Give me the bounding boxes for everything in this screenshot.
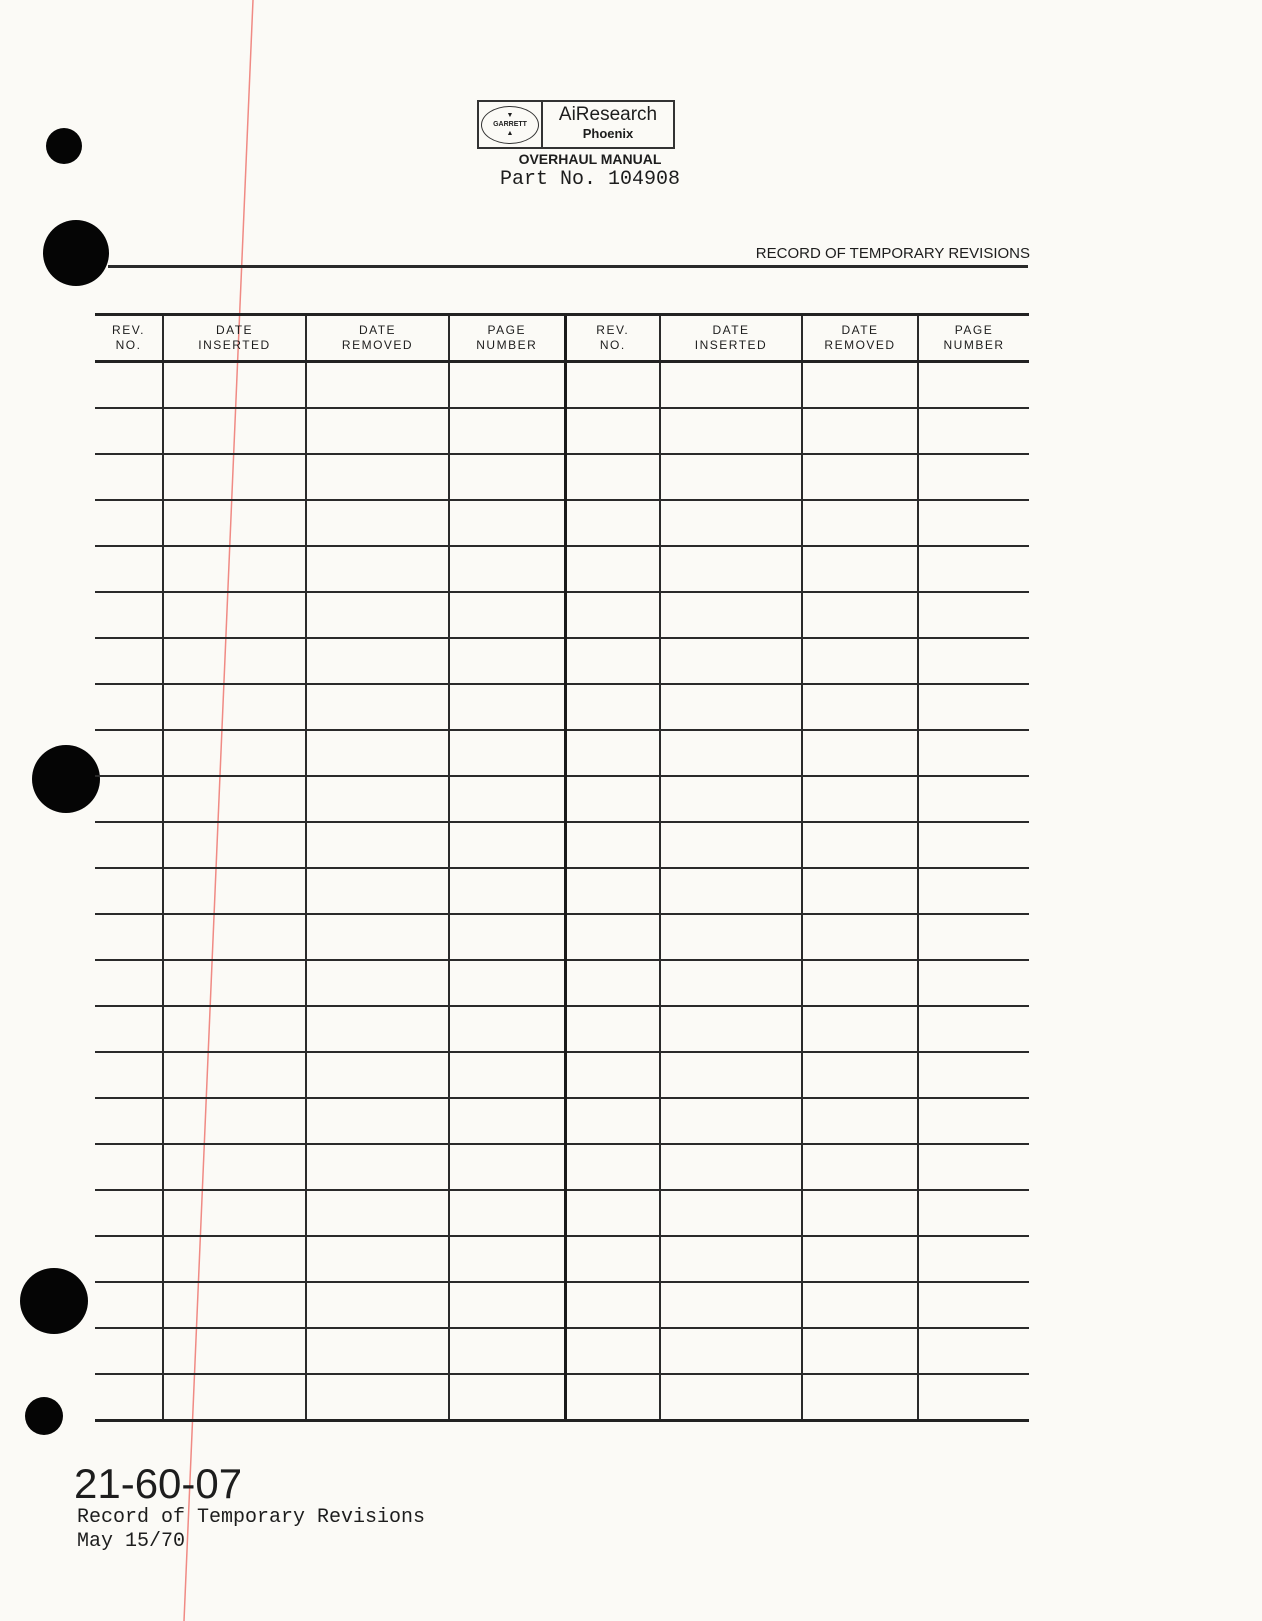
brand-location: Phoenix <box>582 126 634 141</box>
garrett-airesearch-logo <box>477 100 675 149</box>
table-cell <box>449 776 565 822</box>
chapter-code: 21-60-07 <box>74 1460 243 1507</box>
table-cell <box>306 960 449 1006</box>
table-row <box>95 1144 1029 1190</box>
table-cell <box>95 1144 163 1190</box>
table-cell <box>306 408 449 454</box>
table-cell <box>802 1236 918 1282</box>
table-cell <box>565 592 660 638</box>
table-cell <box>306 776 449 822</box>
table-cell <box>95 1374 163 1421</box>
table-cell <box>449 362 565 409</box>
table-cell <box>660 822 802 868</box>
table-cell <box>660 914 802 960</box>
table-cell <box>918 1236 1029 1282</box>
table-cell <box>802 408 918 454</box>
table-cell <box>306 868 449 914</box>
table-cell <box>802 546 918 592</box>
table-cell <box>565 546 660 592</box>
table-cell <box>163 408 306 454</box>
table-cell <box>918 960 1029 1006</box>
table-cell <box>306 684 449 730</box>
table-cell <box>95 1006 163 1052</box>
table-cell <box>918 914 1029 960</box>
table-row <box>95 1328 1029 1374</box>
table-cell <box>449 454 565 500</box>
table-cell <box>918 1282 1029 1328</box>
table-cell <box>95 960 163 1006</box>
table-cell <box>802 730 918 776</box>
footer-page-title: Record of Temporary Revisions <box>77 1506 426 1529</box>
table-cell <box>660 1098 802 1144</box>
table-cell <box>449 960 565 1006</box>
table-row <box>95 868 1029 914</box>
table-cell <box>660 1144 802 1190</box>
column-header-line: PAGE <box>954 323 994 337</box>
table-cell <box>565 1282 660 1328</box>
table-cell <box>163 592 306 638</box>
table-cell <box>565 1052 660 1098</box>
table-row <box>95 776 1029 822</box>
table-cell <box>95 684 163 730</box>
table-cell <box>565 730 660 776</box>
table-cell <box>918 362 1029 409</box>
table-cell <box>565 500 660 546</box>
table-cell <box>163 1328 306 1374</box>
table-cell <box>163 362 306 409</box>
table-row <box>95 1052 1029 1098</box>
table-cell <box>660 638 802 684</box>
table-cell <box>802 960 918 1006</box>
table-cell <box>565 914 660 960</box>
table-cell <box>660 1282 802 1328</box>
column-header-line: NO. <box>599 338 626 352</box>
table-cell <box>95 914 163 960</box>
table-cell <box>306 1374 449 1421</box>
table-cell <box>918 822 1029 868</box>
table-row <box>95 914 1029 960</box>
table-cell <box>449 1190 565 1236</box>
table-cell <box>802 1052 918 1098</box>
table-cell <box>918 684 1029 730</box>
column-header <box>660 315 802 362</box>
table-cell <box>163 868 306 914</box>
table-cell <box>306 1236 449 1282</box>
column-header-line: DATE <box>841 323 879 337</box>
table-cell <box>660 454 802 500</box>
column-header-line: REMOVED <box>824 338 896 352</box>
table-cell <box>163 730 306 776</box>
table-cell <box>918 500 1029 546</box>
table-cell <box>565 1098 660 1144</box>
table-cell <box>565 822 660 868</box>
table-cell <box>660 362 802 409</box>
table-cell <box>306 1006 449 1052</box>
table-row <box>95 960 1029 1006</box>
table-cell <box>660 960 802 1006</box>
table-cell <box>565 454 660 500</box>
table-cell <box>306 454 449 500</box>
table-cell <box>802 592 918 638</box>
table-cell <box>449 1098 565 1144</box>
table-cell <box>163 1282 306 1328</box>
column-header-line: REV. <box>596 323 630 337</box>
column-header-line: INSERTED <box>694 338 768 352</box>
column-header-line: DATE <box>358 323 397 337</box>
table-cell <box>449 684 565 730</box>
column-header-line: DATE <box>712 323 750 337</box>
table-cell <box>95 1282 163 1328</box>
table-cell <box>918 776 1029 822</box>
table-cell <box>95 638 163 684</box>
table-cell <box>918 730 1029 776</box>
column-header <box>565 315 660 362</box>
table-cell <box>565 1236 660 1282</box>
table-cell <box>918 592 1029 638</box>
table-cell <box>95 1052 163 1098</box>
brand-name: AiResearch <box>558 104 658 125</box>
table-row <box>95 1236 1029 1282</box>
table-cell <box>918 1144 1029 1190</box>
table-cell <box>802 1374 918 1421</box>
table-cell <box>449 868 565 914</box>
table-cell <box>802 684 918 730</box>
table-cell <box>163 454 306 500</box>
table-cell <box>163 914 306 960</box>
table-cell <box>918 1052 1029 1098</box>
table-cell <box>565 1144 660 1190</box>
table-row <box>95 1006 1029 1052</box>
table-cell <box>306 500 449 546</box>
table-cell <box>802 914 918 960</box>
table-cell <box>306 1328 449 1374</box>
table-cell <box>306 914 449 960</box>
table-cell <box>95 1190 163 1236</box>
table-cell <box>660 776 802 822</box>
table-row <box>95 500 1029 546</box>
table-cell <box>306 592 449 638</box>
table-cell <box>918 1374 1029 1421</box>
table-cell <box>565 868 660 914</box>
table-cell <box>449 1328 565 1374</box>
table-cell <box>918 1006 1029 1052</box>
table-row <box>95 408 1029 454</box>
table-cell <box>660 1374 802 1421</box>
table-cell <box>306 1282 449 1328</box>
revisions-table <box>95 313 1029 1422</box>
table-cell <box>95 592 163 638</box>
table-row <box>95 1098 1029 1144</box>
table-cell <box>918 454 1029 500</box>
table-cell <box>306 1190 449 1236</box>
table-cell <box>306 730 449 776</box>
column-header-line: INSERTED <box>198 338 271 352</box>
table-row <box>95 592 1029 638</box>
table-row <box>95 1190 1029 1236</box>
column-header <box>802 315 918 362</box>
table-cell <box>449 1282 565 1328</box>
table-cell <box>95 408 163 454</box>
table-cell <box>95 500 163 546</box>
garrett-seal: ▼ GARRETT ▲ <box>479 102 543 147</box>
table-cell <box>660 1328 802 1374</box>
table-cell <box>449 730 565 776</box>
table-cell <box>660 408 802 454</box>
table-row <box>95 1282 1029 1328</box>
table-cell <box>163 960 306 1006</box>
table-row <box>95 546 1029 592</box>
table-cell <box>660 684 802 730</box>
table-cell <box>565 776 660 822</box>
table-cell <box>449 500 565 546</box>
table-cell <box>95 1328 163 1374</box>
table-cell <box>802 1144 918 1190</box>
table-cell <box>660 1190 802 1236</box>
column-header <box>449 315 565 362</box>
table-cell <box>660 868 802 914</box>
column-header <box>918 315 1029 362</box>
table-cell <box>918 546 1029 592</box>
table-cell <box>802 1098 918 1144</box>
table-cell <box>306 362 449 409</box>
table-cell <box>163 1052 306 1098</box>
table-cell <box>802 638 918 684</box>
table-cell <box>802 500 918 546</box>
table-cell <box>802 1190 918 1236</box>
column-header-line: NO. <box>115 338 142 352</box>
table-cell <box>802 868 918 914</box>
table-cell <box>660 1236 802 1282</box>
table-cell <box>306 822 449 868</box>
table-cell <box>95 730 163 776</box>
table-row <box>95 684 1029 730</box>
table-cell <box>95 776 163 822</box>
table-cell <box>95 362 163 409</box>
table-cell <box>95 546 163 592</box>
table-cell <box>163 546 306 592</box>
table-cell <box>660 1006 802 1052</box>
table-cell <box>918 1098 1029 1144</box>
column-header-line: PAGE <box>487 323 526 337</box>
table-cell <box>95 822 163 868</box>
column-header <box>163 315 306 362</box>
table-row <box>95 362 1029 409</box>
table-cell <box>660 1052 802 1098</box>
table-cell <box>565 1190 660 1236</box>
table-cell <box>449 822 565 868</box>
table-cell <box>449 592 565 638</box>
table-cell <box>449 1236 565 1282</box>
table-cell <box>802 454 918 500</box>
table-cell <box>306 546 449 592</box>
table-cell <box>802 1282 918 1328</box>
table-cell <box>95 1098 163 1144</box>
table-cell <box>163 822 306 868</box>
table-cell <box>660 730 802 776</box>
table-cell <box>306 638 449 684</box>
column-header <box>306 315 449 362</box>
column-header-line: REV. <box>112 323 145 337</box>
column-header-line: REMOVED <box>341 338 414 352</box>
table-cell <box>95 1236 163 1282</box>
table-cell <box>449 1144 565 1190</box>
manual-title: OVERHAUL MANUAL <box>518 151 662 167</box>
table-cell <box>163 684 306 730</box>
table-cell <box>918 1190 1029 1236</box>
table-cell <box>565 362 660 409</box>
table-cell <box>163 1144 306 1190</box>
footer-date: May 15/70 <box>77 1530 186 1553</box>
table-cell <box>95 454 163 500</box>
table-cell <box>918 868 1029 914</box>
column-header <box>95 315 163 362</box>
table-cell <box>918 1328 1029 1374</box>
table-cell <box>565 1328 660 1374</box>
column-header-line: NUMBER <box>476 338 538 352</box>
table-cell <box>306 1098 449 1144</box>
table-row <box>95 822 1029 868</box>
table-cell <box>565 684 660 730</box>
table-cell <box>802 1006 918 1052</box>
table-cell <box>565 1374 660 1421</box>
table-cell <box>163 776 306 822</box>
table-row <box>95 730 1029 776</box>
table-cell <box>802 1328 918 1374</box>
table-cell <box>565 638 660 684</box>
table-cell <box>918 638 1029 684</box>
table-cell <box>163 1006 306 1052</box>
table-cell <box>449 914 565 960</box>
table-cell <box>163 1098 306 1144</box>
table-cell <box>95 868 163 914</box>
table-cell <box>449 638 565 684</box>
table-cell <box>660 500 802 546</box>
table-cell <box>565 960 660 1006</box>
table-cell <box>163 1236 306 1282</box>
table-cell <box>802 776 918 822</box>
table-cell <box>163 1190 306 1236</box>
table-row <box>95 1374 1029 1421</box>
table-row <box>95 454 1029 500</box>
column-header-line: DATE <box>215 323 254 337</box>
table-cell <box>802 822 918 868</box>
table-cell <box>660 546 802 592</box>
table-cell <box>306 1144 449 1190</box>
table-cell <box>565 1006 660 1052</box>
table-cell <box>565 408 660 454</box>
table-cell <box>163 1374 306 1421</box>
column-header-line: NUMBER <box>943 338 1005 352</box>
table-cell <box>163 500 306 546</box>
table-cell <box>918 408 1029 454</box>
table-cell <box>163 638 306 684</box>
table-cell <box>449 546 565 592</box>
table-cell <box>306 1052 449 1098</box>
table-cell <box>449 1374 565 1421</box>
table-cell <box>449 408 565 454</box>
table-cell <box>449 1052 565 1098</box>
table-cell <box>802 362 918 409</box>
table-cell <box>449 1006 565 1052</box>
table-cell <box>660 592 802 638</box>
table-row <box>95 638 1029 684</box>
header-rule <box>108 265 1028 268</box>
section-title: RECORD OF TEMPORARY REVISIONS <box>755 245 1030 262</box>
part-number: Part No. 104908 <box>499 168 681 191</box>
